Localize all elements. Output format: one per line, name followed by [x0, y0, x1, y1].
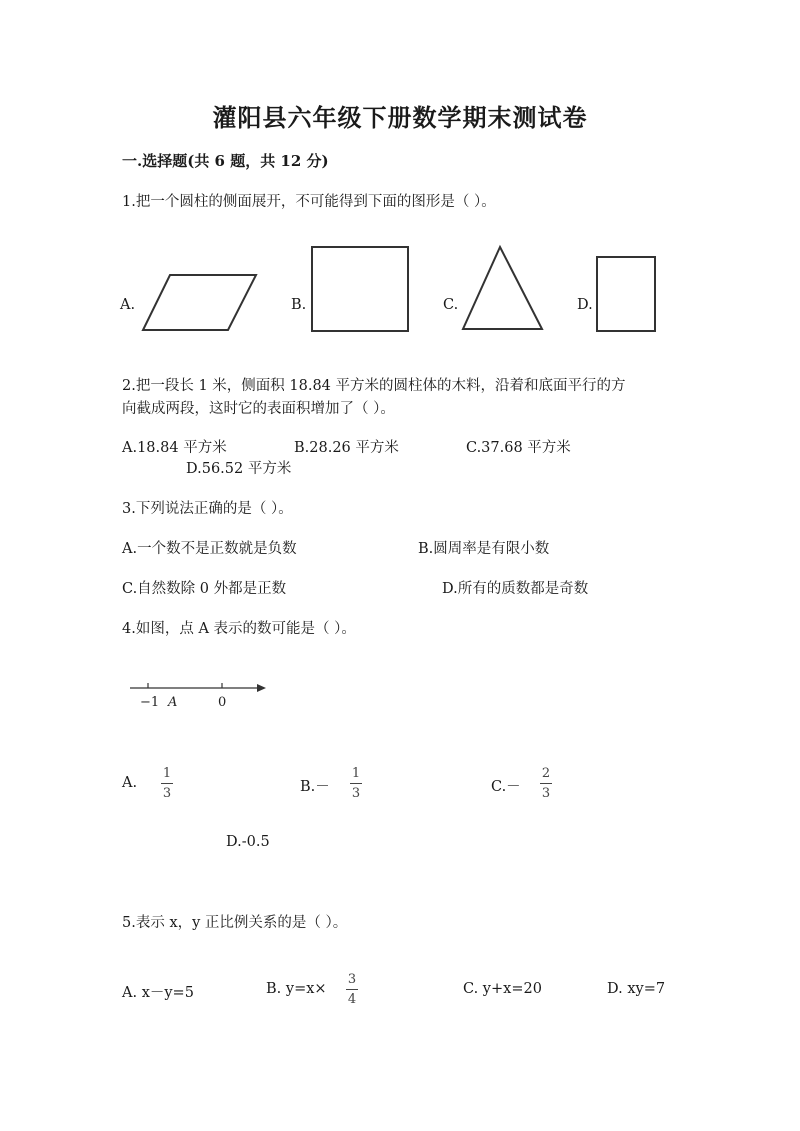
q1-option-b-label: B. — [291, 297, 307, 313]
page-title: 灌阳县六年级下册数学期末测试卷 — [212, 103, 588, 132]
rectangle-icon — [595, 254, 659, 334]
q4-option-b-fraction — [350, 767, 362, 800]
question-1-text: 1.把一个圆柱的侧面展开，不可能得到下面的图形是（ ）。 — [122, 194, 496, 210]
q4-option-a-numerator: 1 — [162, 766, 172, 781]
number-line-label-a: A — [168, 695, 178, 710]
q5-option-d: D. xy=7 — [607, 981, 666, 997]
parallelogram-icon — [140, 270, 260, 335]
number-line — [126, 678, 274, 712]
question-3-text: 3.下列说法正确的是（ ）。 — [122, 501, 293, 517]
square-icon — [310, 244, 412, 334]
q2-option-b: B.28.26 平方米 — [294, 440, 399, 456]
q5-option-b-fraction — [346, 973, 358, 1006]
question-2-line-1: 2.把一段长 1 米，侧面积 18.84 平方米的圆柱体的木料，沿着和底面平行的方 — [122, 378, 626, 394]
q3-option-d: D.所有的质数都是奇数 — [442, 581, 589, 597]
q4-option-c-label: C.－ — [491, 779, 521, 795]
q4-option-b-label: B.－ — [300, 779, 330, 795]
question-5-text: 5.表示 x，y 正比例关系的是（ ）。 — [122, 915, 348, 931]
question-2-line-2: 向截成两段，这时它的表面积增加了（ ）。 — [122, 401, 395, 417]
q5-option-a: A. x－y=5 — [122, 985, 194, 1001]
q4-option-b-denominator: 3 — [351, 786, 361, 801]
q3-option-a: A.一个数不是正数就是负数 — [122, 541, 297, 557]
number-line-label-zero: 0 — [218, 695, 227, 710]
q5-option-c: C. y+x=20 — [463, 981, 542, 997]
q5-option-b-numerator: 3 — [347, 972, 357, 987]
q4-option-a-label: A. — [122, 775, 138, 791]
q5-option-b-label: B. y=x× — [266, 981, 327, 997]
section-heading: 一.选择题(共 6 题，共 12 分) — [122, 152, 329, 170]
q2-option-a: A.18.84 平方米 — [122, 440, 227, 456]
triangle-icon — [460, 243, 546, 333]
q4-option-c-numerator: 2 — [541, 766, 551, 781]
q2-option-d: D.56.52 平方米 — [186, 461, 292, 477]
q4-option-a-denominator: 3 — [162, 786, 172, 801]
q4-option-c-denominator: 3 — [541, 786, 551, 801]
q3-option-b: B.圆周率是有限小数 — [418, 541, 550, 557]
q4-option-b-numerator: 1 — [351, 766, 361, 781]
number-line-label-neg1: −1 — [140, 695, 160, 710]
question-4-text: 4.如图，点 A 表示的数可能是（ ）。 — [122, 621, 356, 637]
q4-option-a-fraction — [161, 767, 173, 800]
q4-option-d: D.-0.5 — [226, 834, 270, 850]
q4-option-c-fraction — [540, 767, 552, 800]
q1-option-a-label: A. — [120, 297, 136, 313]
q1-option-c-label: C. — [443, 297, 459, 313]
q1-option-d-label: D. — [577, 297, 593, 313]
q2-option-c: C.37.68 平方米 — [466, 440, 571, 456]
q3-option-c: C.自然数除 0 外都是正数 — [122, 581, 287, 597]
q5-option-b-denominator: 4 — [347, 992, 357, 1007]
